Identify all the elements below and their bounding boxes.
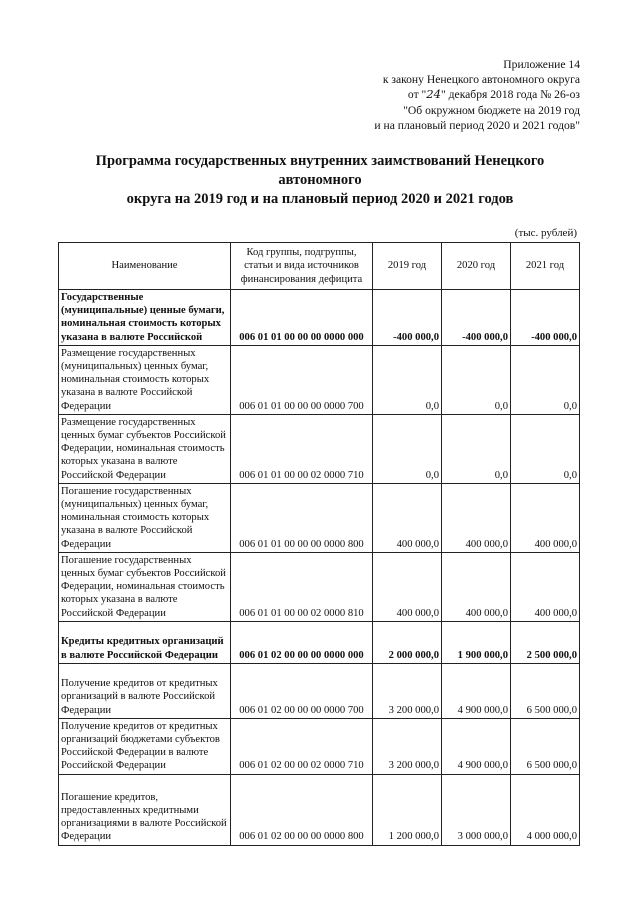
table-row: [59, 663, 580, 718]
row-value-2021: 0,0: [511, 414, 580, 483]
row-code: 006 01 01 00 00 02 0000 710: [231, 414, 373, 483]
row-code: 006 01 01 00 00 02 0000 810: [231, 552, 373, 621]
row-value-2020: 0,0: [442, 345, 511, 414]
row-value-2020: 1 900 000,0: [442, 621, 511, 663]
row-name: Погашение кредитов, предоставленных кредитными организациями в валюте Российской Федерации: [59, 774, 231, 845]
table-row: [59, 345, 580, 414]
row-value-2021: 400 000,0: [511, 552, 580, 621]
row-value-2019: 0,0: [373, 345, 442, 414]
row-value-2020: 400 000,0: [442, 552, 511, 621]
row-name: Кредиты кредитных организаций в валюте Российской Федерации: [59, 621, 231, 663]
appendix-law-title-1: "Об окружном бюджете на 2019 год: [403, 103, 580, 117]
row-value-2021: 400 000,0: [511, 483, 580, 552]
row-name: Получение кредитов от кредитных организаций бюджетами субъектов Российской Федерации в валюте Российской Федерации: [59, 718, 231, 774]
row-value-2021: 2 500 000,0: [511, 621, 580, 663]
header-2021: 2021 год: [511, 243, 580, 290]
row-value-2020: 3 000 000,0: [442, 774, 511, 845]
row-code: 006 01 02 00 00 00 0000 000: [231, 621, 373, 663]
row-name: Государственные (муниципальные) ценные бумаги, номинальная стоимость которых указана в валюте Российской: [59, 290, 231, 346]
row-value-2019: 0,0: [373, 414, 442, 483]
table-row: [59, 483, 580, 552]
row-value-2019: 2 000 000,0: [373, 621, 442, 663]
header-2019: 2019 год: [373, 243, 442, 290]
row-code: 006 01 01 00 00 00 0000 000: [231, 290, 373, 346]
row-name: Погашение государственных (муниципальных) ценных бумаг, номинальная стоимость которых указана в валюте Российской Федерации: [59, 483, 231, 552]
row-name: Получение кредитов от кредитных организаций в валюте Российской Федерации: [59, 663, 231, 718]
appendix-law-reference: к закону Ненецкого автономного округа: [382, 73, 580, 87]
document-title-line-1: Программа государственных внутренних заимствований Ненецкого автономного: [95, 153, 545, 188]
handwritten-day: 24: [426, 87, 442, 102]
row-code: 006 01 01 00 00 00 0000 800: [231, 483, 373, 552]
row-value-2020: 0,0: [442, 414, 511, 483]
appendix-header: [374, 57, 580, 133]
row-name: Погашение государственных ценных бумаг субъектов Российской Федерации, номинальная стоимость которых указана в валюте Российской Федерации: [59, 552, 231, 621]
row-name: Размещение государственных (муниципальных) ценных бумаг, номинальная стоимость которых указана в валюте Российской Федерации: [59, 345, 231, 414]
table-row: [59, 552, 580, 621]
table-row: [59, 621, 580, 663]
row-value-2019: 400 000,0: [373, 552, 442, 621]
row-name: Размещение государственных ценных бумаг субъектов Российской Федерации, номинальная стоимость которых указана в валюте Российской Федерации: [59, 414, 231, 483]
units-label: (тыс. рублей): [514, 227, 577, 239]
appendix-law-title-2: и на плановый период 2020 и 2021 годов": [374, 118, 580, 132]
row-value-2019: 400 000,0: [373, 483, 442, 552]
row-value-2019: 3 200 000,0: [373, 663, 442, 718]
row-value-2021: 4 000 000,0: [511, 774, 580, 845]
row-value-2020: 4 900 000,0: [442, 663, 511, 718]
row-value-2021: 6 500 000,0: [511, 718, 580, 774]
row-value-2021: -400 000,0: [511, 290, 580, 346]
table-row: [59, 774, 580, 845]
document-title: [60, 152, 580, 209]
appendix-number: Приложение 14: [503, 58, 580, 71]
header-name: Наименование: [59, 243, 231, 290]
table-row: [59, 718, 580, 774]
appendix-law-date: от "24" декабря 2018 года № 26-оз: [407, 87, 580, 102]
row-value-2019: -400 000,0: [373, 290, 442, 346]
row-value-2021: 6 500 000,0: [511, 663, 580, 718]
table-row: [59, 414, 580, 483]
row-value-2019: 1 200 000,0: [373, 774, 442, 845]
table-row: [59, 290, 580, 346]
header-code: Код группы, подгруппы, статьи и вида источников финансирования дефицита: [231, 243, 373, 290]
table-header-row: [59, 243, 580, 290]
borrowing-program-table: [58, 242, 580, 846]
row-code: 006 01 02 00 00 02 0000 710: [231, 718, 373, 774]
header-2020: 2020 год: [442, 243, 511, 290]
row-value-2020: 400 000,0: [442, 483, 511, 552]
row-code: 006 01 01 00 00 00 0000 700: [231, 345, 373, 414]
document-title-line-2: округа на 2019 год и на плановый период 2020 и 2021 годов: [126, 191, 514, 207]
row-code: 006 01 02 00 00 00 0000 700: [231, 663, 373, 718]
row-value-2019: 3 200 000,0: [373, 718, 442, 774]
row-value-2021: 0,0: [511, 345, 580, 414]
row-code: 006 01 02 00 00 00 0000 800: [231, 774, 373, 845]
row-value-2020: 4 900 000,0: [442, 718, 511, 774]
row-value-2020: -400 000,0: [442, 290, 511, 346]
